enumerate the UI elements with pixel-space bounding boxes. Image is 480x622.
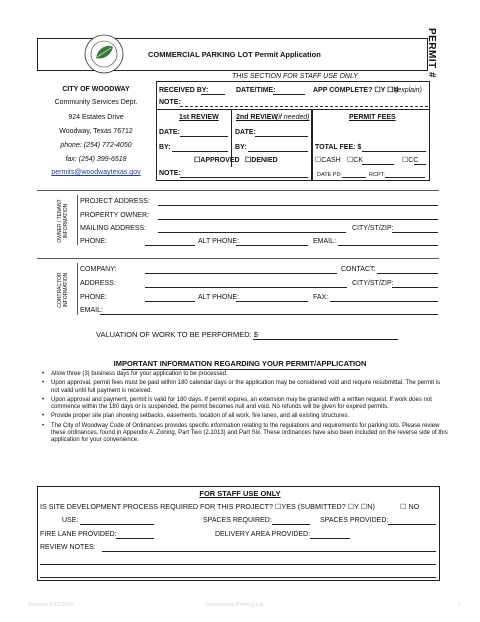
contractor-fax-field[interactable]	[330, 301, 438, 302]
important-bullet: • The City of Woodway Code of Ordinances provides specific information relating to the regulations and requirements for parking lots. Please review these ordinances, found in Appendix A: Zoning, Part Two (2.1013) and Part Six. These ordinances have also been included on the reverse side of this application for your convenience.	[42, 422, 448, 444]
spaces-required-field[interactable]	[272, 524, 310, 525]
delivery-area-label: DELIVERY AREA PROVIDED:	[215, 531, 311, 538]
important-bullet: • Provide proper site plan showing setbacks, easements, location of all work, fire lanes, and all existing structures.	[42, 413, 350, 420]
staff-bottom-heading: FOR STAFF USE ONLY	[199, 489, 281, 498]
review-notes-line-1[interactable]	[102, 551, 436, 552]
owner-alt-phone-label: ALT PHONE:	[198, 238, 239, 245]
permit-fees-heading: PERMIT FEES	[349, 114, 396, 121]
delivery-area-field[interactable]	[310, 538, 350, 539]
received-by-label: RECEIVED BY:	[159, 87, 209, 94]
date-paid-field[interactable]	[342, 177, 366, 178]
contractor-side-label	[57, 265, 69, 315]
owner-divider-top	[37, 190, 439, 191]
property-owner-label: PROPERTY OWNER:	[80, 212, 149, 219]
cc-field[interactable]	[414, 164, 426, 165]
note-label: NOTE:	[159, 99, 181, 106]
owner-side-label-1: OWNER / TENANT	[57, 199, 63, 243]
second-review-date-field[interactable]	[255, 136, 308, 137]
cc-checkbox[interactable]: ☐CC	[402, 157, 419, 164]
denied-checkbox[interactable]: ☐DENIED	[245, 157, 278, 164]
review-notes-line-2[interactable]	[40, 564, 436, 565]
permit-number-label: PERMIT #	[426, 28, 437, 79]
received-by-field[interactable]	[201, 94, 225, 95]
review-notes-line-3[interactable]	[40, 577, 436, 578]
total-fee-label: TOTAL FEE: $	[315, 144, 362, 151]
important-heading-rule	[122, 369, 360, 370]
receipt-field[interactable]	[385, 177, 425, 178]
city-address: 924 Estates Drive	[68, 114, 124, 121]
owner-email-field[interactable]	[338, 245, 438, 246]
property-owner-field[interactable]	[158, 219, 438, 220]
staff-only-label: THIS SECTION FOR STAFF USE ONLY	[232, 73, 358, 80]
company-label: COMPANY:	[80, 266, 117, 273]
city-phone: phone: (254) 772-4050	[60, 142, 132, 149]
important-bullet: • Allow three (3) business days for your application to be processed.	[42, 371, 228, 377]
mailing-address-label: MAILING ADDRESS:	[80, 225, 147, 232]
footer-form-name: Commercial Parking Lot	[205, 602, 264, 608]
explain-label: (explain)	[395, 87, 422, 94]
city-name: CITY OF WOODWAY	[62, 86, 130, 93]
date-time-field[interactable]	[273, 94, 305, 95]
valuation-label: VALUATION OF WORK TO BE PERFORMED: $	[96, 330, 258, 339]
contractor-city-label: CITY/ST/ZIP:	[352, 280, 394, 287]
approved-checkbox[interactable]: ☐APPROVED	[194, 157, 240, 164]
page-title: COMMERCIAL PARKING LOT Permit Application	[148, 50, 321, 59]
if-needed-label: (if needed)	[276, 114, 310, 121]
contractor-address-label: ADDRESS:	[80, 280, 116, 287]
fire-lane-field[interactable]	[116, 538, 154, 539]
project-address-label: PROJECT ADDRESS:	[80, 198, 150, 205]
owner-phone-label: PHONE:	[80, 238, 107, 245]
footer-page: 1	[458, 602, 462, 608]
important-bullet: • Upon approval, permit fees must be paid within 180 calendar days or the application may be considered void and require resubmittal. The permit is not valid until full payment is received.	[42, 380, 441, 394]
total-fee-field[interactable]	[362, 151, 426, 152]
use-label: USE:	[62, 517, 79, 524]
second-review-by-label: BY:	[235, 144, 247, 151]
first-review-by-label: BY:	[159, 144, 171, 151]
second-review-date-label: DATE:	[235, 129, 256, 136]
spaces-provided-label: SPACES PROVIDED:	[320, 517, 389, 524]
contact-field[interactable]	[377, 273, 438, 274]
owner-city-field[interactable]	[392, 232, 438, 233]
owner-side-label-2: INFORMATION	[63, 203, 69, 239]
project-address-field[interactable]	[158, 205, 438, 206]
owner-phone-field[interactable]	[145, 245, 195, 246]
first-review-date-label: DATE:	[159, 129, 180, 136]
review-notes-label: REVIEW NOTES:	[40, 544, 96, 551]
owner-alt-phone-field[interactable]	[236, 245, 308, 246]
contractor-side-bar	[77, 263, 78, 315]
important-bullet: • Upon approval and payment, permit is valid for 180 days. If permit expires, an extension may be granted with a written request. If work does not commence within the 180 days or is suspended, the permit becomes null and void. No refunds will be given for expired permits.	[42, 396, 432, 411]
contractor-alt-phone-label: ALT PHONE:	[198, 294, 239, 301]
second-review-heading: 2nd REVIEW	[236, 114, 279, 121]
footer-revised: Revised 1/15/2019	[28, 602, 74, 608]
note-field[interactable]	[180, 106, 428, 107]
site-dev-no-checkbox[interactable]: ☐ NO	[400, 502, 420, 511]
check-number-field[interactable]	[362, 164, 394, 165]
important-heading: IMPORTANT INFORMATION REGARDING YOUR PERMIT/APPLICATION	[113, 359, 367, 368]
contractor-city-field[interactable]	[392, 287, 438, 288]
contractor-side-label-1: CONTRACTOR	[57, 272, 63, 308]
app-complete-label[interactable]: APP COMPLETE? ☐Y ☐N	[313, 87, 399, 94]
first-review-date-field[interactable]	[180, 136, 228, 137]
spaces-required-label: SPACES REQUIRED:	[203, 517, 272, 524]
city-dept: Community Services Dept.	[54, 99, 138, 106]
contractor-phone-field[interactable]	[145, 301, 195, 302]
contractor-email-field[interactable]	[100, 314, 438, 315]
company-field[interactable]	[145, 273, 337, 274]
date-paid-label: DATE PD:	[317, 172, 342, 178]
review-note-field[interactable]	[180, 177, 308, 178]
cash-checkbox[interactable]: ☐CASH	[315, 157, 341, 164]
contractor-email-label: EMAIL:	[80, 307, 103, 314]
contractor-fax-label: FAX:	[313, 294, 329, 301]
second-review-by-field[interactable]	[248, 151, 308, 152]
important-list	[40, 371, 449, 447]
contractor-divider-top	[37, 258, 439, 259]
city-citystate: Woodway, Texas 76712	[59, 128, 133, 135]
owner-city-label: CITY/ST/ZIP:	[352, 225, 394, 232]
mailing-address-field[interactable]	[158, 232, 346, 233]
contractor-alt-phone-field[interactable]	[236, 301, 308, 302]
receipt-label: RCPT:	[369, 172, 385, 178]
site-dev-question[interactable]: IS SITE DEVELOPMENT PROCESS REQUIRED FOR THIS PROJECT? ☐YES (SUBMITTED? ☐Y ☐N)	[40, 502, 375, 511]
city-email-link[interactable]: permits@woodwaytexas.gov	[51, 169, 141, 176]
valuation-field[interactable]	[253, 339, 398, 340]
owner-side-label	[57, 196, 69, 246]
spaces-provided-field[interactable]	[388, 524, 436, 525]
first-review-heading: 1st REVIEW	[179, 114, 219, 121]
contact-label: CONTACT:	[341, 266, 376, 273]
first-review-by-field[interactable]	[172, 151, 228, 152]
fire-lane-label: FIRE LANE PROVIDED:	[40, 531, 117, 538]
contractor-side-label-2: INFORMATION	[63, 272, 69, 308]
owner-side-bar	[77, 195, 78, 245]
review-note-label: NOTE:	[159, 170, 181, 177]
date-time-label: DATE/TIME:	[236, 87, 276, 94]
use-field[interactable]	[80, 524, 154, 525]
contractor-address-field[interactable]	[145, 287, 347, 288]
owner-email-label: EMAIL:	[313, 238, 336, 245]
city-logo	[83, 33, 125, 75]
city-fax: fax: (254) 399-6518	[65, 156, 127, 163]
check-checkbox[interactable]: ☐CK	[347, 157, 363, 164]
contractor-phone-label: PHONE:	[80, 294, 107, 301]
